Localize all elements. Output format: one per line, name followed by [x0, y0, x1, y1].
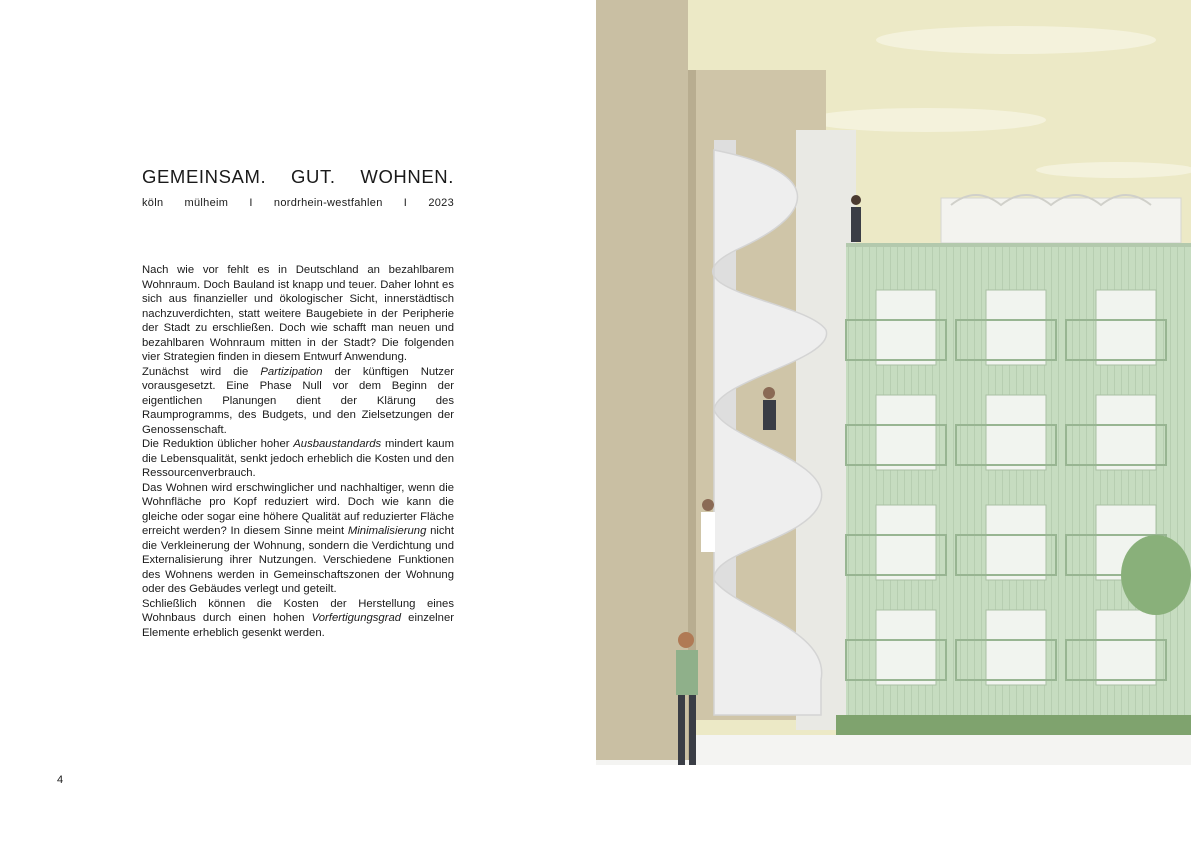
- window: [1096, 290, 1156, 365]
- green-building: [846, 243, 1191, 733]
- lawn: [836, 715, 1191, 735]
- body-paragraph: [142, 263, 454, 365]
- body-text: [142, 263, 454, 640]
- body-paragraph: [142, 597, 454, 641]
- text-run: Schließlich können die Kosten der Herstellung eines Wohnbaus durch einen hohen: [142, 597, 454, 624]
- window: [876, 505, 936, 580]
- page-title: GEMEINSAM. GUT. WOHNEN.: [142, 166, 454, 187]
- page-number: 4: [57, 774, 64, 786]
- rooftop-greenhouse: [941, 195, 1181, 243]
- text-run: Die Reduktion üblicher hoher: [142, 438, 294, 450]
- text-run: nicht die Verkleinerung der Wohnung, sondern die Verdichtung und Externalisierung ihrer Nutzungen. Verschiedene Funktionen des Wohnens werden in Gemeinschaftszonen der Wohnung oder des Gebäudes verlegt und geteilt.: [142, 525, 454, 595]
- emphasized-term: Partizipation: [260, 365, 323, 378]
- body-paragraph: [142, 437, 454, 481]
- window: [1096, 395, 1156, 470]
- text-run: Nach wie vor fehlt es in Deutschland an bezahlbarem Wohnraum. Doch Bauland ist knapp und teuer. Daher lohnt es sich aus finanzieller und ökologischer Sicht, innerstädtisch nachzuverdichten, statt weitere Baugebiete in der Peripherie der Stadt zu erschließen. Doch wie schafft man neuen und bezahlbaren Wohnraum mitten in der Stadt? Die folgenden vier Strategien finden in diesem Entwurf Anwendung.: [142, 264, 454, 363]
- emphasized-term: Ausbaustandards: [293, 438, 382, 450]
- architectural-illustration: [596, 0, 1191, 842]
- text-run: einzelner Elemente erheblich gesenkt werden.: [142, 612, 455, 639]
- text-run: mindert kaum die Lebensqualität, senkt jedoch erheblich die Kosten und den Ressourcenverbrauch.: [142, 438, 454, 479]
- project-subtitle: köln mülheim I nordrhein-westfahlen I 2023: [142, 197, 454, 209]
- window: [876, 290, 936, 365]
- window: [876, 610, 936, 685]
- text-page: [0, 0, 596, 842]
- window: [986, 290, 1046, 365]
- window: [986, 610, 1046, 685]
- text-run: der künftigen Nutzer vorausgesetzt. Eine Phase Null vor dem Beginn der eigentlichen Planungen dient der Klärung des Raumprogramms, des Budgets, und den Zielsetzungen der Genossenschaft.: [142, 365, 454, 436]
- emphasized-term: Vorfertigungsgrad: [311, 612, 402, 624]
- emphasized-term: Minimalisierung: [347, 525, 427, 537]
- text-run: Zunächst wird die: [142, 365, 261, 378]
- text-run: Das Wohnen wird erschwinglicher und nachhaltiger, wenn die Wohnfläche pro Kopf reduziert wird. Doch wie kann die gleiche oder sogar eine höhere Qualität auf reduzierter Fläche erreicht werden? In diesem Sinne meint: [142, 481, 454, 537]
- window: [986, 505, 1046, 580]
- window: [1096, 610, 1156, 685]
- window: [876, 395, 936, 470]
- body-paragraph: [142, 481, 454, 597]
- body-paragraph: [142, 365, 454, 438]
- window: [986, 395, 1046, 470]
